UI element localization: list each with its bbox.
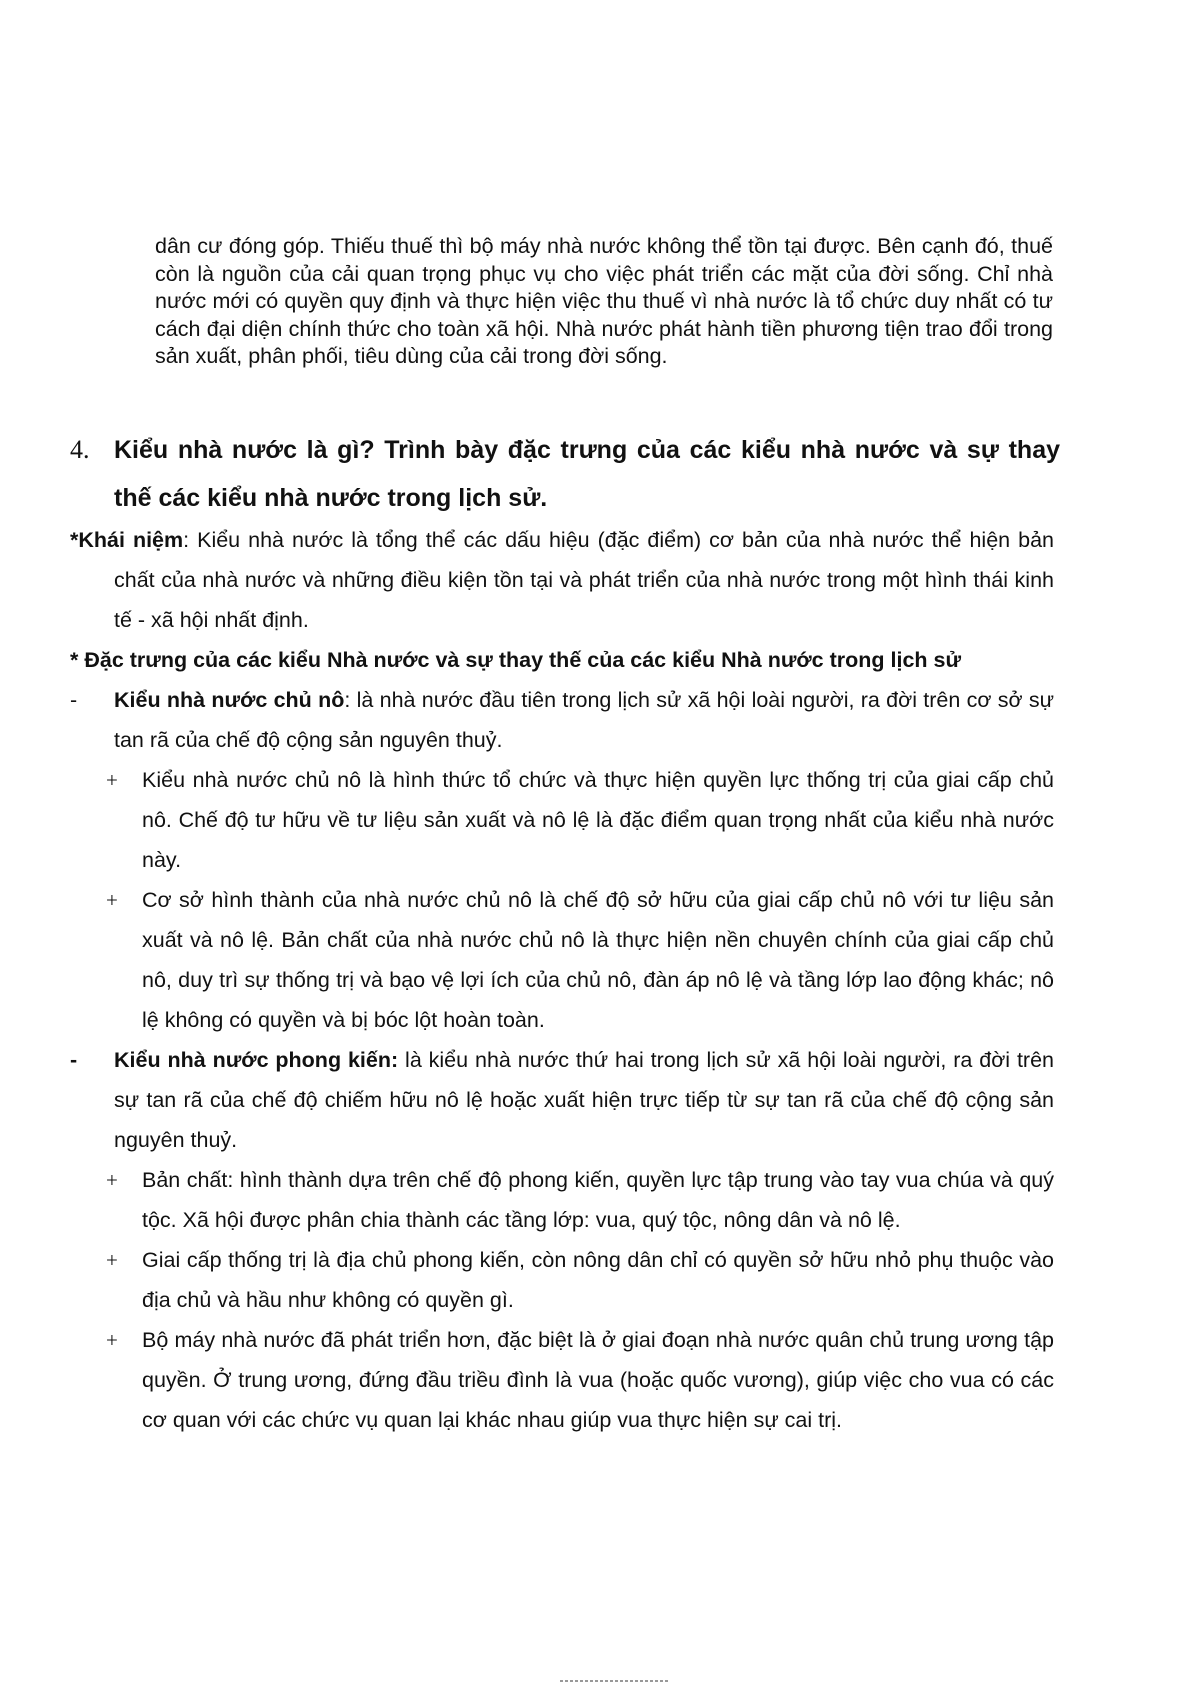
feudal-point-text: Bộ máy nhà nước đã phát triển hơn, đặc biệt là ở giai đoạn nhà nước quân chủ trung ương tập quyền. Ở trung ương, đứng đầu triều đình là vua (hoặc quốc vương), giúp việc cho vua có các cơ quan với các chức vụ quan lại khác nhau giúp vua thực hiện sự cai trị. [142, 1328, 1054, 1432]
feudal-state-text: là kiểu nhà nước thứ hai trong lịch sử xã hội loài người, ra đời trên sự tan rã của chế độ chiếm hữu nô lệ hoặc xuất hiện trực tiếp từ sự tan rã của chế độ cộng sản nguyên thuỷ. [114, 1048, 1055, 1152]
question-text: Kiểu nhà nước là gì? Trình bày đặc trưng của các kiểu nhà nước và sự thay thế các kiểu nhà nước trong lịch sử. [114, 436, 1060, 512]
plus-marker: + [106, 1248, 118, 1272]
dash-marker: - [70, 1048, 78, 1072]
slave-state-item [70, 680, 1054, 760]
slave-point-text: Cơ sở hình thành của nhà nước chủ nô là chế độ sở hữu của giai cấp chủ nô với tư liệu sản xuất và nô lệ. Bản chất của nhà nước chủ nô là thực hiện nền chuyên chính của giai cấp chủ nô, duy trì sự thống trị và bạo vệ lợi ích của chủ nô, đàn áp nô lệ và tầng lớp lao động khác; nô lệ không có quyền và bị bóc lột hoàn toàn. [142, 888, 1054, 1032]
definition-label: *Khái niệm [70, 528, 184, 552]
slave-point [70, 760, 1054, 880]
question-heading [70, 426, 1060, 522]
feudal-point-text: Giai cấp thống trị là địa chủ phong kiến, còn nông dân chỉ có quyền sở hữu nhỏ phụ thuộc vào địa chủ và hầu như không có quyền gì. [142, 1248, 1054, 1312]
feudal-point [70, 1240, 1054, 1320]
dash-marker: - [70, 688, 78, 712]
slave-point [70, 880, 1054, 1040]
plus-marker: + [106, 768, 118, 792]
definition-paragraph [70, 520, 1054, 640]
features-heading: * Đặc trưng của các kiểu Nhà nước và sự thay thế của các kiểu Nhà nước trong lịch sử [70, 648, 962, 672]
slave-point-text: Kiểu nhà nước chủ nô là hình thức tổ chức và thực hiện quyền lực thống trị của giai cấp chủ nô. Chế độ tư hữu về tư liệu sản xuất và nô lệ là đặc điểm quan trọng nhất của kiểu nhà nước này. [142, 768, 1054, 872]
intro-paragraph: dân cư đóng góp. Thiếu thuế thì bộ máy nhà nước không thể tồn tại được. Bên cạnh đó, thuế còn là nguồn của cải quan trọng phục vụ cho việc phát triển các mặt của đời sống. Chỉ nhà nước mới có quyền quy định và thực hiện việc thu thuế vì nhà nước là tổ chức duy nhất có tư cách đại diện chính thức cho toàn xã hội. Nhà nước phát hành tiền phương tiện trao đổi trong sản xuất, phân phối, tiêu dùng của cải trong đời sống. [155, 234, 1053, 368]
feudal-point-text: Bản chất: hình thành dựa trên chế độ phong kiến, quyền lực tập trung vào tay vua chúa và quý tộc. Xã hội được phân chia thành các tầng lớp: vua, quý tộc, nông dân và nô lệ. [142, 1168, 1054, 1232]
slave-state-title: Kiểu nhà nước chủ nô [114, 688, 345, 712]
answer-body [70, 520, 1054, 1440]
page-bottom-mark [560, 1680, 670, 1682]
plus-marker: + [106, 1328, 118, 1352]
question-number: 4. [70, 435, 90, 464]
feudal-state-item [70, 1040, 1054, 1160]
feudal-point [70, 1160, 1054, 1240]
plus-marker: + [106, 1168, 118, 1192]
plus-marker: + [106, 888, 118, 912]
definition-text: : Kiểu nhà nước là tổng thể các dấu hiệu (đặc điểm) cơ bản của nhà nước thể hiện bản chất của nhà nước và những điều kiện tồn tại và phát triển của nhà nước trong một hình thái kinh tế - xã hội nhất định. [114, 528, 1054, 632]
slave-state-text: : là nhà nước đầu tiên trong lịch sử xã hội loài người, ra đời trên cơ sở sự tan rã của chế độ cộng sản nguyên thuỷ. [114, 688, 1054, 752]
feudal-state-title: Kiểu nhà nước phong kiến: [114, 1048, 399, 1072]
feudal-point [70, 1320, 1054, 1440]
